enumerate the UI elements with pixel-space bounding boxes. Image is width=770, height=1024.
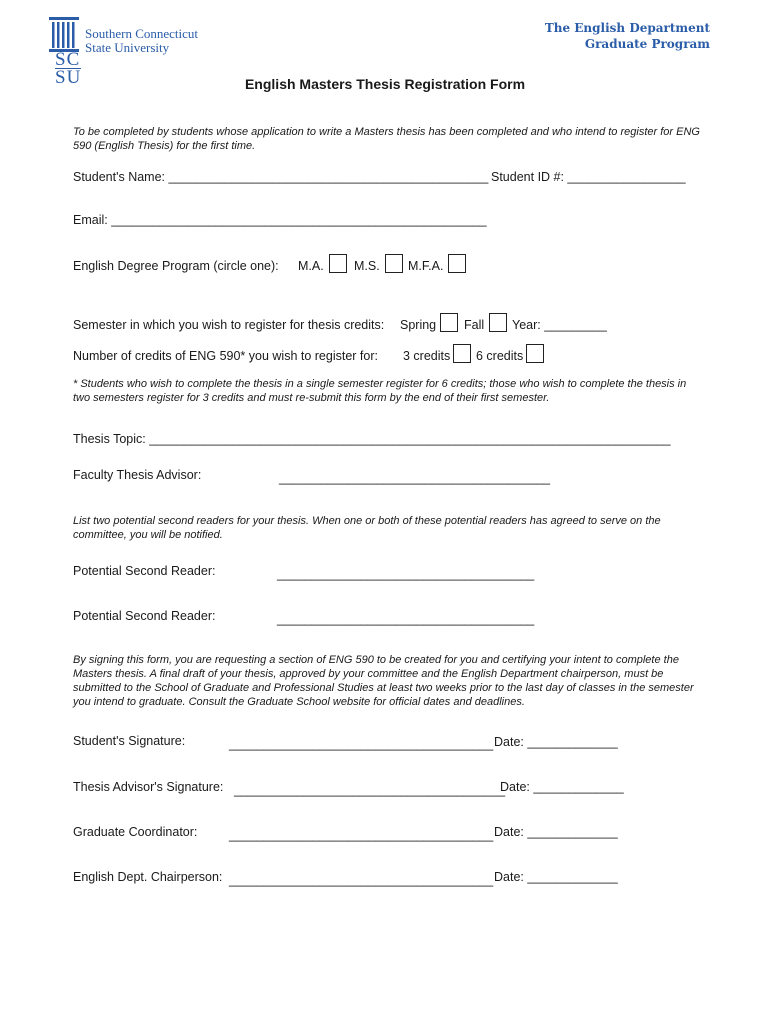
- student-name-field[interactable]: Student's Name: ______________________________________________: [73, 170, 489, 184]
- department-line1: The English Department: [544, 21, 710, 35]
- logo-letters-top: SC: [55, 49, 81, 70]
- degree-option-mfa: M.F.A.: [408, 259, 444, 273]
- logo-name: [85, 27, 198, 55]
- email-field[interactable]: Email: ______________________________________________________: [73, 213, 487, 227]
- graduate-coordinator-label: Graduate Coordinator:: [73, 825, 198, 839]
- degree-option-ma: M.A.: [298, 259, 324, 273]
- form-title: English Masters Thesis Registration Form: [244, 76, 526, 92]
- department-line2: Graduate Program: [584, 37, 710, 51]
- credits-3-label: 3 credits: [403, 349, 451, 363]
- student-signature-field[interactable]: ______________________________________: [229, 737, 494, 751]
- semester-year-field[interactable]: Year: _________: [512, 318, 607, 332]
- reader2-field[interactable]: _____________________________________: [277, 612, 535, 626]
- readers-instructions: List two potential second readers for your thesis. When one or both of these potential readers has agreed to serve on the committee, you will be notified.: [73, 515, 661, 541]
- department-heading: [545, 20, 710, 52]
- advisor-label: Faculty Thesis Advisor:: [73, 468, 202, 482]
- credits-note: * Students who wish to complete the thesis in a single semester register for 6 credits; those who wish to complete the thesis in two semesters register for 3 credits and must re-submit this form by the end of their first semester.: [73, 378, 687, 404]
- student-signature-date-field[interactable]: Date: _____________: [494, 735, 618, 749]
- credits-6-checkbox[interactable]: [526, 344, 544, 363]
- semester-label: Semester in which you wish to register for thesis credits:: [73, 318, 385, 332]
- logo-name-line2: State University: [85, 40, 170, 55]
- semester-spring-label: Spring: [400, 318, 437, 332]
- chairperson-field[interactable]: ______________________________________: [229, 873, 494, 887]
- reader1-label: Potential Second Reader:: [73, 564, 216, 578]
- degree-ms-checkbox[interactable]: [385, 254, 403, 273]
- student-id-field[interactable]: Student ID #: _________________: [491, 170, 686, 184]
- chairperson-label: English Dept. Chairperson:: [73, 870, 223, 884]
- chairperson-date-field[interactable]: Date: _____________: [494, 870, 618, 884]
- degree-ma-checkbox[interactable]: [329, 254, 347, 273]
- degree-mfa-checkbox[interactable]: [448, 254, 466, 273]
- advisor-signature-label: Thesis Advisor's Signature:: [73, 780, 224, 794]
- logo-letters-bottom: SU: [55, 67, 82, 88]
- semester-spring-checkbox[interactable]: [440, 313, 458, 332]
- reader2-label: Potential Second Reader:: [73, 609, 216, 623]
- degree-option-ms: M.S.: [354, 259, 380, 273]
- credits-6-label: 6 credits: [476, 349, 524, 363]
- semester-fall-label: Fall: [464, 318, 485, 332]
- credits-3-checkbox[interactable]: [453, 344, 471, 363]
- logo-name-line1: Southern Connecticut: [85, 26, 199, 41]
- advisor-field[interactable]: _______________________________________: [279, 471, 551, 485]
- graduate-coordinator-field[interactable]: ______________________________________: [229, 828, 494, 842]
- graduate-coordinator-date-field[interactable]: Date: _____________: [494, 825, 618, 839]
- signing-text: By signing this form, you are requesting a section of ENG 590 to be created for you and certifying your intent to complete the Masters thesis. A final draft of your thesis, approved by your committee and the English Department chairperson, must be submitted to the School of Graduate and Professional Studies at least two weeks prior to the last day of classes in the semester you intend to graduate. Consult the Graduate School website for official dates and deadlines.: [73, 654, 694, 708]
- credits-label: Number of credits of ENG 590* you wish to register for:: [73, 349, 378, 363]
- intro-text: To be completed by students whose application to write a Masters thesis has been completed and who intend to register for ENG 590 (English Thesis) for the first time.: [73, 126, 700, 152]
- semester-fall-checkbox[interactable]: [489, 313, 507, 332]
- student-signature-label: Student's Signature:: [73, 734, 186, 748]
- thesis-topic-field[interactable]: Thesis Topic: ___________________________________________________________________________: [73, 432, 671, 446]
- advisor-signature-field[interactable]: _______________________________________: [234, 783, 506, 797]
- reader1-field[interactable]: _____________________________________: [277, 567, 535, 581]
- degree-program-label: English Degree Program (circle one):: [73, 259, 279, 273]
- advisor-signature-date-field[interactable]: Date: _____________: [500, 780, 624, 794]
